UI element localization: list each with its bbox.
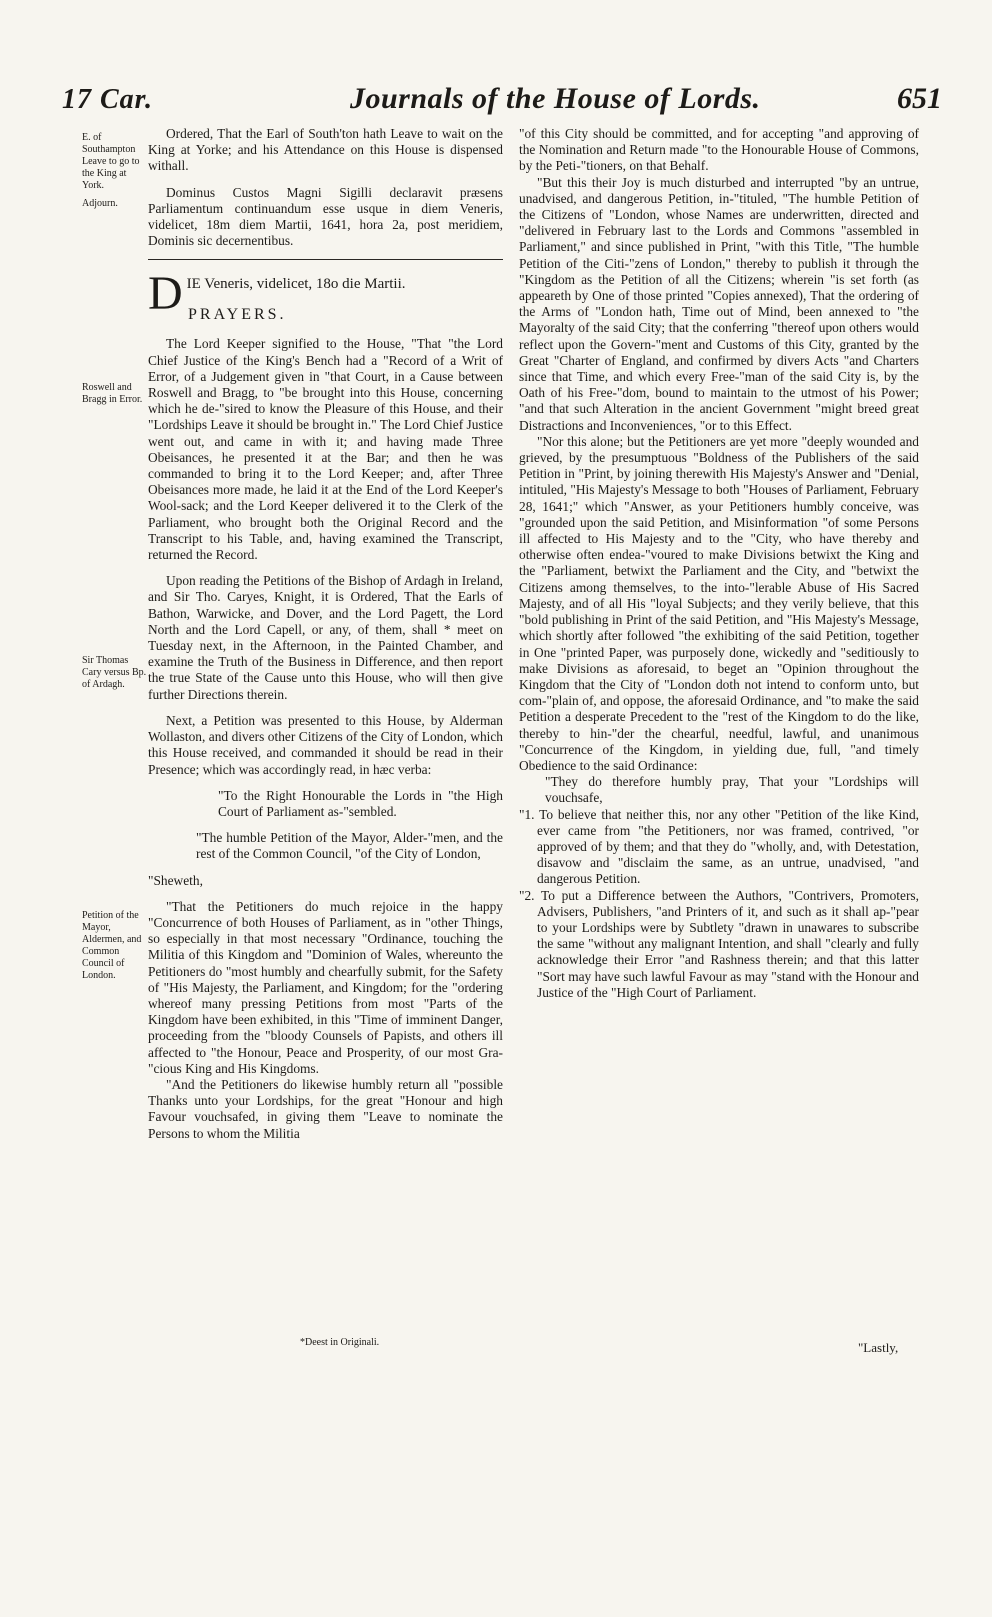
petition-para-5: "Nor this alone; but the Petitioners are yet more "deeply wounded and grieved, by the presumptuous "Boldness of the Publishers of the said Petition in "Print, by joining therewith His Majesty's Answer and "Denial, intituled, "His Majesty's Message to both "Houses of Parliament, February 28, 1641;" which "Answer, as your Petitioners humbly conceive, was "grounded upon the said Petition, and Misinformation "of some Persons ill affected to His Majesty and to the "City, who have thereby and otherwise often endea-"voured to make Divisions betwixt the King and the "Parliament, betwixt the Parliament and the City, and "betwixt the Citizens among themselves, to the into-"lerable Abuse of His Sacred Majesty, and of all His "loyal Subjects; and they verily believe, that this "bold publishing in Print of the said Petition, and "His Majesty's Message, which shortly after followed "the exhibiting of the said Petition, together in One "printed Paper, was purposely done, wickedly and "seditiously to make Divisions as aforesaid, to beget an "Opinion throughout the Kingdom that the City of "London doth not intend to conform unto, but com-"plain of, and oppose, the aforesaid Ordinance, and "to make the said Petition a desperate Precedent to the "rest of the Kingdom to do the like, thereby to hin-"der the chearful, needful, lawful, and unanimous "Concurrence of the Kingdom, in yielding due, full, "and timely Obedience to the said Ordinance:: [519, 433, 919, 773]
petition-item-2: "2. To put a Difference between the Authors, "Contrivers, Promoters, Advisers, Publishers, "and Printers of it, and such as it shall ap-"pear to your Lordships were by Subtlety "drawn in unawares to subscribe the same "without any malignant Intention, and shall "clearly and fully acknowledge their Error "and Rashness therein; and that this latter "Sort may have such lawful Favour as may "stand with the Honour and Justice of the "High Court of Parliament.: [519, 887, 919, 1000]
section-rule: [148, 259, 503, 260]
page-number: 651: [897, 82, 942, 115]
petition-para-3: "of this City should be committed, and for accepting "and approving of the Nomination and Return made "to the Honourable House of Commons, by the Peti-"tioners, on that Behalf.: [519, 126, 919, 174]
petition-presented-entry: Next, a Petition was presented to this House, by Alderman Wollaston, and divers other Citizens of the City of London, which this House received, and commanded it should be read in their Presence; which was accordingly read, in hæc verba:: [148, 712, 503, 777]
petition-para-2: "And the Petitioners do likewise humbly return all "possible Thanks unto your Lordships, for the great "Honour and high Favour vouchsafed, in giving them "Leave to nominate the Persons to whom the Militia: [148, 1076, 503, 1141]
petition-prayer: "They do therefore humbly pray, That your "Lordships will vouchsafe,: [545, 774, 919, 806]
margin-note-adjourn: Adjourn.: [82, 198, 118, 209]
petition-sheweth: "Sheweth,: [148, 872, 203, 888]
journal-title: Journals of the House of Lords.: [350, 82, 761, 115]
left-column: [148, 126, 503, 1142]
petition-address: "To the Right Honourable the Lords in "the High Court of Parliament as-"sembled.: [218, 787, 503, 819]
petition-para-1: "That the Petitioners do much rejoice in the happy "Concurrence of both Houses of Parliament, as in "other Things, so especially in that most necessary "Ordinance, touching the Militia of this Kingdom and "Dominion of Wales, whereunto the Petitioners do "most humbly and chearfully submit, for the Safety of "His Majesty, the Parliament, and Kingdom; for the "ordering whereof many pressing Petitions from most "Parts of the Kingdom have been exhibited, in this "Time of imminent Danger, proceeding from the "bloody Counsels of Papists, and others ill affected to "the Honour, Peace and Prosperity, of our most Gra-"cious King and His Kingdoms.: [148, 898, 503, 1076]
drop-cap: D: [148, 267, 183, 321]
catchword: "Lastly,: [858, 1340, 899, 1355]
margin-note-cary: Sir Thomas Cary versus Bp. of Ardagh.: [82, 655, 147, 690]
running-head: [62, 78, 942, 122]
adjournment-latin: Dominus Custos Magni Sigilli declaravit præsens Parliamentum continuandum esse usque in diem Veneris, videlicet, 18m diem Martii, 1641, hora 2a, post meridiem, Dominis sic decernentibus.: [148, 184, 503, 249]
ardagh-entry: Upon reading the Petitions of the Bishop of Ardagh in Ireland, and Sir Tho. Caryes, Knight, it is Ordered, That the Earls of Bathon, Warwicke, and Dover, and the Lord Pagett, the Lord North and the Lord Capell, or any, of them, shall * meet on Tuesday next, in the Afternoon, in the Painted Chamber, and examine the Truth of the Business in Difference, and then report the true State of the Cause unto this House, who will then give further Directions therein.: [148, 573, 503, 702]
margin-note-petition: Petition of the Mayor, Aldermen, and Common Council of London.: [82, 910, 142, 981]
footnote: *Deest in Originali.: [300, 1337, 380, 1348]
petition-para-4: "But this their Joy is much disturbed and interrupted "by an untrue, unadvised, and dangerous Petition, in-"tituled, "The humble Petition of the Citizens of "London, whose Names are underwritten, directed and "delivered in February last to the Lords and Commons "assembled in Parliament," and since published in Print, "with this Title, "The humble Petition of the Citi-"zens of London," thereby to publish it through the "Kingdom as the Petition of all the Citizens; wherein "is set forth (as appeareth by One of those printed "Copies annexed), That the ordering of the Arms of "London hath, Time out of Mind, been annexed to "the Mayoralty of the said City; that the conferring "thereof upon others would reflect upon the Govern-"ment and Customs of this City, granted by the Great "Charter of England, and confirmed by divers Acts "and Charters since that Time, and which every Free-"man of the said City is, by the Oath of his Free-"dom, bound to maintain to the utmost of his Power; "and that such Alteration in the ancient Government "might breed great Distractions and Inconveniences, "or to this Effect.: [519, 174, 919, 433]
margin-note-southampton: E. of Southampton Leave to go to the King at York.: [82, 132, 140, 191]
regnal-year: 17 Car.: [62, 84, 154, 115]
petition-title: "The humble Petition of the Mayor, Alder-"men, and the rest of the Common Council, "of the City of London,: [196, 830, 503, 862]
petition-item-1: "1. To believe that neither this, nor any other "Petition of the like Kind, ever came from "the Petitioners, nor was framed, contrived, "or approved of by them; and that they do "wholly, and, with Detestation, disavow and "disclaim the same, as an untrue, unadvised, "and dangerous Petition.: [519, 806, 919, 887]
writ-of-error-entry: The Lord Keeper signified to the House, "That "the Lord Chief Justice of the King's Bench had a "Record of a Writ of Error, of a Judgement given in "that Court, in a Cause between Roswell and Bragg, to "be brought into this House, concerning which he de-"sired to know the Pleasure of this House, and their "Lordships Leave it should be brought in." The Lord Chief Justice went out, and came in with it; and having made Three Obeisances, he presented it at the Bar; and then he was commanded to bring it to the Lord Keeper; and, after Three Obeisances more made, he laid it at the End of the Lord Keeper's Wool-sack; and the Lord Keeper delivered it to the Clerk of the Parliament, who brought both the Original Record and the Transcript to his Table, and, having examined the Transcript, returned the Record.: [148, 336, 503, 563]
day-heading-text: IE Veneris, videlicet, 18o die Martii.: [186, 276, 406, 293]
right-column: [519, 126, 919, 1001]
margin-note-roswell: Roswell and Bragg in Error.: [82, 382, 143, 405]
order-southampton: Ordered, That the Earl of South'ton hath Leave to wait on the King at Yorke; and his Attendance on this House is dispensed withall.: [148, 126, 503, 174]
prayers-heading: PRAYERS.: [188, 306, 287, 324]
